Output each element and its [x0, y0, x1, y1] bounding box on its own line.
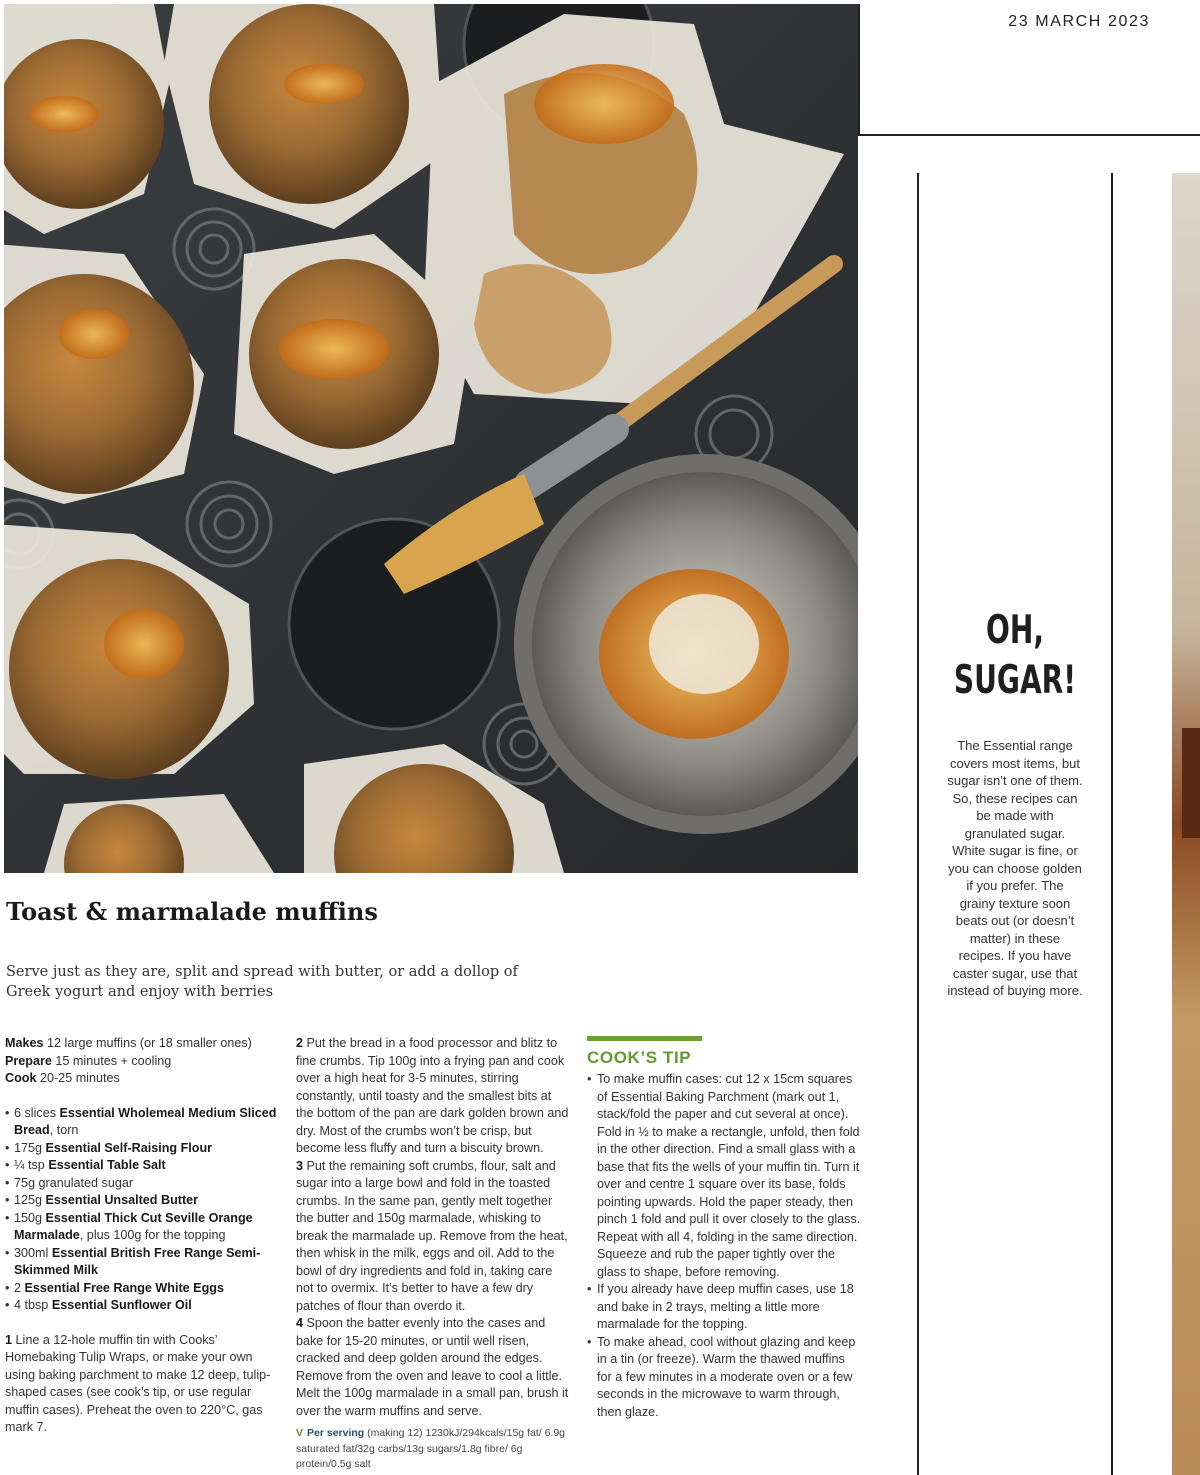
recipe-meta	[5, 1035, 280, 1088]
cooks-tip-item: • If you already have deep muffin cases, use 18 and bake in 2 trays, melting a little more marmalade for the topping.	[587, 1281, 862, 1334]
sidebar-body: The Essential range covers most items, but sugar isn’t one of them. So, these recipes can be made with granulated sugar. White sugar is fine, or you can choose golden if you prefer. The grainy texture soon beats out (or doesn’t matter) in these recipes. If you have caster sugar, use that instead of buying more.	[947, 738, 1083, 998]
ingredient-item: • ¼ tsp Essential Table Salt	[5, 1157, 280, 1175]
issue-date: 23 MARCH 2023	[1008, 13, 1150, 30]
recipe-intro: Serve just as they are, split and spread with butter, or add a dollop of Greek yogurt and enjoy with berries	[6, 964, 518, 1000]
nutrition-text: (making 12) 1230kJ/294kcals/15g fat/ 6.9g saturated fat/32g carbs/13g sugars/1.8g fibre/ 6g protein/0.5g salt	[296, 1427, 566, 1470]
nutrition-info	[296, 1426, 571, 1473]
vegetarian-badge: V	[296, 1427, 304, 1439]
meta-label: Cook	[5, 1071, 37, 1085]
header-rule	[858, 134, 1200, 136]
ingredient-item: • 300ml Essential British Free Range Semi-Skimmed Milk	[5, 1245, 280, 1280]
meta-makes	[5, 1035, 280, 1053]
meta-value: 20-25 minutes	[36, 1071, 120, 1085]
sidebar-rule-right	[1111, 173, 1113, 1475]
recipe-photo	[4, 4, 858, 873]
header-rule-vertical	[858, 4, 860, 136]
sidebar-rule-left	[917, 173, 919, 1475]
nutrition-label: Per serving	[307, 1427, 365, 1439]
meta-label: Prepare	[5, 1053, 52, 1068]
muffin-tin-illustration	[4, 4, 858, 873]
ingredient-item: • 175g Essential Self-Raising Flour	[5, 1140, 280, 1158]
ingredient-item: • 75g granulated sugar	[5, 1175, 280, 1193]
adjacent-page-photo	[1172, 173, 1200, 1475]
cooks-tip-item: • To make muffin cases: cut 12 x 15cm squares of Essential Baking Parchment (mark out 1, stack/fold the paper and cut several at once). Fold in ½ to make a rectangle, unfold, then fold in the other direction. Find a small glass with a base that fits the wells of your muffin tin. Turn it over and centre 1 square over its base, folds pointing upwards. Hold the paper steady, then pinch 1 fold and pull it over closely to the glass. Repeat with all 4, folding in the same direction. Squeeze and rub the paper tightly over the glass to shape, before removing.	[587, 1071, 862, 1281]
cooks-tip-item: • To make ahead, cool without glazing and keep in a tin (or freeze). Warm the thawed muffins for a few minutes in a moderate oven or a few seconds in the microwave to warm through, then glaze.	[587, 1334, 862, 1422]
recipe-title: Toast & marmalade muffins	[6, 897, 378, 926]
cooks-tip-accent-bar	[587, 1036, 702, 1041]
meta-prepare	[5, 1053, 280, 1071]
ingredient-item: • 125g Essential Unsalted Butter	[5, 1192, 280, 1210]
ingredient-item: • 150g Essential Thick Cut Seville Orange Marmalade, plus 100g for the topping	[5, 1210, 280, 1245]
ingredient-list	[5, 1105, 280, 1315]
cooks-tip-list	[587, 1071, 862, 1421]
method-step-4: 4 Spoon the batter evenly into the cases and bake for 15-20 minutes, or until well risen, cracked and deep golden around the edges. Remove from the oven and leave to cool a little. Melt the 100g marmalade in a small pan, brush it over the warm muffins and serve.	[296, 1316, 569, 1418]
ingredient-item: • 2 Essential Free Range White Eggs	[5, 1280, 280, 1298]
ingredient-item: • 4 tbsp Essential Sunflower Oil	[5, 1297, 280, 1315]
recipe-column-1	[5, 1035, 280, 1437]
method-step-3: 3 Put the remaining soft crumbs, flour, salt and sugar into a large bowl and fold in the toasted crumbs. In the same pan, gently melt together the butter and 150g marmalade, whisking to break the marmalade up. Remove from the heat, then whisk in the milk, eggs and oil. Add to the bowl of dry ingredients and fold in, taking care not to overmix. It’s better to have a few dry patches of flour than overdo it.	[296, 1158, 568, 1313]
cooks-tip-box	[587, 1036, 862, 1421]
meta-label: Makes	[5, 1036, 44, 1050]
sidebar-title: OH, SUGAR!	[953, 608, 1077, 703]
method-step-1: 1 Line a 12-hole muffin tin with Cooks’ Homebaking Tulip Wraps, or make your own using baking parchment to make 12 deep, tulip-shaped cases (see cook’s tip, or use regular muffin cases). Preheat the oven to 220°C, gas mark 7.	[5, 1332, 271, 1434]
cooks-tip-title: COOK’S TIP	[587, 1048, 692, 1067]
ingredient-item: • 6 slices Essential Wholemeal Medium Sliced Bread, torn	[5, 1105, 280, 1140]
meta-value: 12 large muffins (or 18 smaller ones)	[43, 1036, 252, 1050]
meta-value: 15 minutes + cooling	[51, 1053, 172, 1068]
method-step-2: 2 Put the bread in a food processor and blitz to fine crumbs. Tip 100g into a frying pan and cook over a high heat for 3-5 minutes, stirring constantly, until toasty and the smallest bits at the bottom of the pan are dark golden brown and dry. Most of the crumbs won’t be crisp, but become less fluffy and turn a biscuity brown.	[296, 1036, 569, 1155]
recipe-column-2	[296, 1035, 571, 1473]
meta-cook	[5, 1070, 280, 1088]
